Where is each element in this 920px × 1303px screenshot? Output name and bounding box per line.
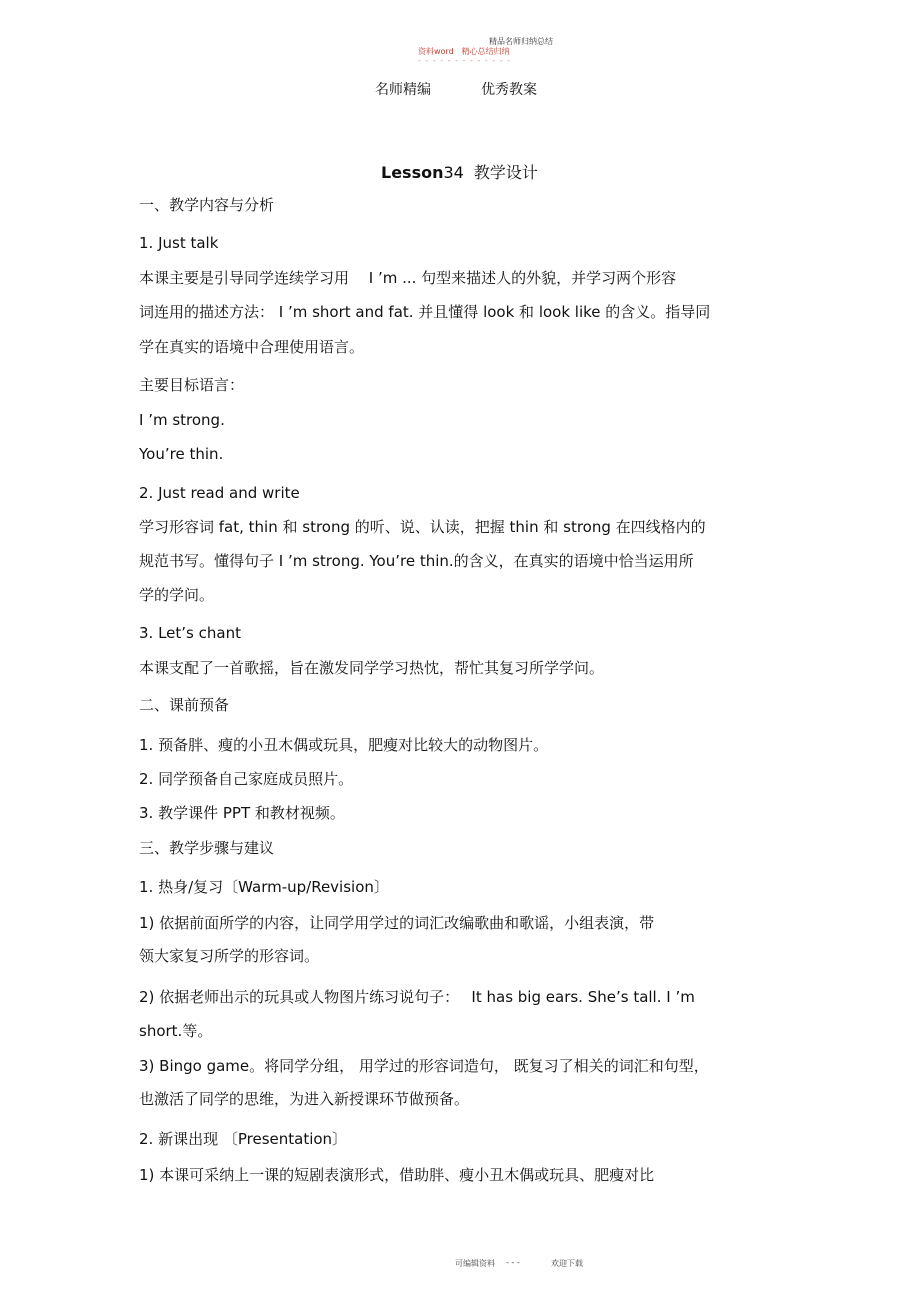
page-title — [381, 160, 538, 183]
title-number: 34 — [443, 163, 464, 182]
body-line: 3) Bingo game。将同学分组， 用学过的形容词造句， 既复习了相关的词汇和句型， — [139, 1057, 709, 1075]
body-line: 学的学问。 — [139, 586, 215, 604]
footer-right: 欢迎下载 — [551, 1259, 583, 1268]
body-line: short.等。 — [139, 1022, 213, 1040]
body-line: 本课主要是引导同学连续学习用 I ’m ... 句型来描述人的外貌，并学习两个形容 — [139, 269, 677, 287]
title-lesson: Lesson — [381, 163, 444, 182]
body-line: 二、课前预备 — [139, 696, 230, 714]
body-line: 一、教学内容与分析 — [139, 196, 275, 214]
body-line: 学习形容词 fat, thin 和 strong 的听、说、认读，把握 thin 和 strong 在四线格内的 — [139, 518, 706, 536]
body-line: 3. Let’s chant — [139, 624, 241, 642]
body-line: 主要目标语言： — [139, 376, 245, 394]
footer-middle: - - - — [506, 1258, 520, 1267]
body-line: 领大家复习所学的形容词。 — [139, 947, 320, 965]
body-line: 学在真实的语境中合理使用语言。 — [139, 338, 365, 356]
body-line: You’re thin. — [139, 445, 224, 463]
body-line: I ’m strong. — [139, 411, 225, 429]
body-line: 也激活了同学的思维，为进入新授课环节做预备。 — [139, 1090, 470, 1108]
body-line: 规范书写。懂得句子 I ’m strong. You’re thin.的含义，在真实的语境中恰当运用所 — [139, 552, 694, 570]
footer-left: 可编辑资料 — [455, 1259, 495, 1268]
body-line: 1) 依据前面所学的内容，让同学用学过的词汇改编歌曲和歌谣，小组表演，带 — [139, 914, 655, 932]
body-line: 1. Just talk — [139, 234, 219, 252]
body-line: 词连用的描述方法： I ’m short and fat. 并且懂得 look 和 look like 的含义。指导同 — [139, 303, 711, 321]
body-line: 1) 本课可采纳上一课的短剧表演形式，借助胖、瘦小丑木偶或玩具、肥瘦对比 — [139, 1166, 655, 1184]
body-line: 2. Just read and write — [139, 484, 300, 502]
body-line: 2. 同学预备自己家庭成员照片。 — [139, 770, 354, 788]
header-left-label: 名师精编 — [375, 82, 431, 98]
body-line: 3. 教学课件 PPT 和教材视频。 — [139, 804, 345, 822]
body-line: 2. 新课出现 〔Presentation〕 — [139, 1130, 348, 1148]
body-line: 本课支配了一首歌摇，旨在激发同学学习热忱，帮忙其复习所学学问。 — [139, 659, 605, 677]
body-line: 2) 依据老师出示的玩具或人物图片练习说句子： It has big ears. She’s tall. I ’m — [139, 988, 695, 1006]
header-dashes: - - - - - - - - - - - - - — [418, 56, 512, 65]
body-line: 1. 热身/复习〔Warm-up/Revision〕 — [139, 878, 389, 896]
title-suffix: 教学设计 — [473, 163, 538, 182]
header-red-note: 资料word 精心总结归纳 — [418, 47, 510, 56]
body-line: 三、教学步骤与建议 — [139, 839, 275, 857]
header-right-label: 优秀教案 — [481, 82, 537, 98]
body-line: 1. 预备胖、瘦的小丑木偶或玩具，肥瘦对比较大的动物图片。 — [139, 736, 549, 754]
header-top-note: 精品名师归纳总结 — [489, 37, 553, 46]
